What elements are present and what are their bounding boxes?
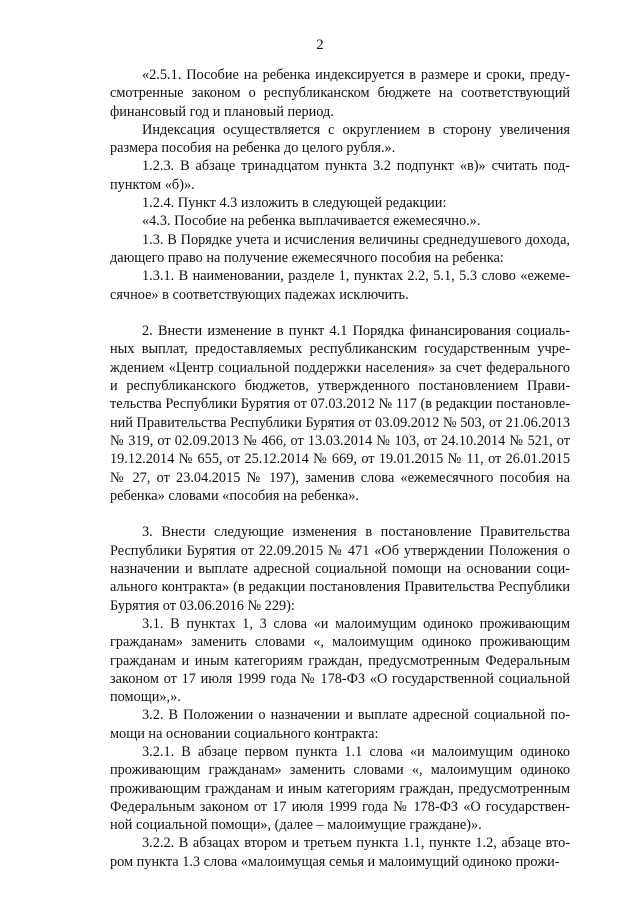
paragraph: «4.3. Пособие на ребенка выплачивается ежемесячно.».	[142, 213, 481, 230]
document-body	[110, 66, 570, 871]
paragraph: 3.2.1. В абзаце первом пункта 1.1 слова «и малоимущим одиноко проживающим гражданам» заменить словами «, малоимущим одиноко проживающим гражданам и иным категориям граждан, предусмотренным Федеральным законом от 17 июля 1999 года № 178-ФЗ «О государственной социальной помощи», (далее – малоимущие граждане)».	[110, 743, 570, 834]
paragraph: «2.5.1. Пособие на ребенка индексируется в размере и сроки, предусмотренные законом о республиканском бюджете на соответствующий финансовый год и плановый период.	[110, 67, 570, 120]
paragraph: 1.3.1. В наименовании, разделе 1, пунктах 2.2, 5.1, 5.3 слово «ежемесячное» в соответствующих падежах исключить.	[110, 268, 570, 303]
paragraph: 3.2.2. В абзацах втором и третьем пункта 1.1, пункте 1.2, абзаце втором пункта 1.3 слова «малоимущая семья и малоимущий одиноко прожи-	[110, 835, 570, 870]
paragraph: 1.2.4. Пункт 4.3 изложить в следующей редакции:	[142, 195, 447, 212]
paragraph: 3.1. В пунктах 1, 3 слова «и малоимущим одиноко проживающим гражданам» заменить словами «, малоимущим одиноко проживающим гражданам и иным категориям граждан, предусмотренным Федеральным законом от 17 июля 1999 года № 178-ФЗ «О государственной социальной помощи»,».	[110, 615, 570, 706]
paragraph: 3. Внести следующие изменения в постановление Правительства Республики Бурятия от 22.09.2015 № 471 «Об утверждении Положения о назначении и выплате адресной социальной помощи на основании социального контракта» (в редакции постановления Правительства Республики Бурятия от 03.06.2016 № 229):	[110, 524, 570, 614]
paragraph: 1.2.3. В абзаце тринадцатом пункта 3.2 подпункт «в)» считать подпунктом «б)».	[110, 158, 570, 193]
paragraph: 2. Внести изменение в пункт 4.1 Порядка финансирования социальных выплат, предоставляемых республиканским государственным учреждением «Центр социальной поддержки населения» за счет федерального и республиканского бюджетов, утвержденного постановлением Правительства Республики Бурятия от 07.03.2012 № 117 (в редакции постановлений Правительства Республики Бурятия от 03.09.2012 № 503, от 21.06.2013 № 319, от 02.09.2013 № 466, от 13.03.2014 № 103, от 24.10.2014 № 521, от 19.12.2014 № 655, от 25.12.2014 № 669, от 19.01.2015 № 11, от 26.01.2015 № 27, от 23.04.2015 № 197), заменив слова «ежемесячного пособия на ребенка» словами «пособия на ребенка».	[110, 323, 570, 504]
paragraph: Индексация осуществляется с округлением в сторону увеличения размера пособия на ребенка до целого рубля.».	[110, 121, 570, 157]
paragraph: 3.2. В Положении о назначении и выплате адресной социальной помощи на основании социального контракта:	[110, 707, 570, 742]
page-number: 2	[316, 37, 324, 53]
paragraph: 1.3. В Порядке учета и исчисления величины среднедушевого дохода, дающего право на получение ежемесячного пособия на ребенка:	[110, 231, 570, 266]
